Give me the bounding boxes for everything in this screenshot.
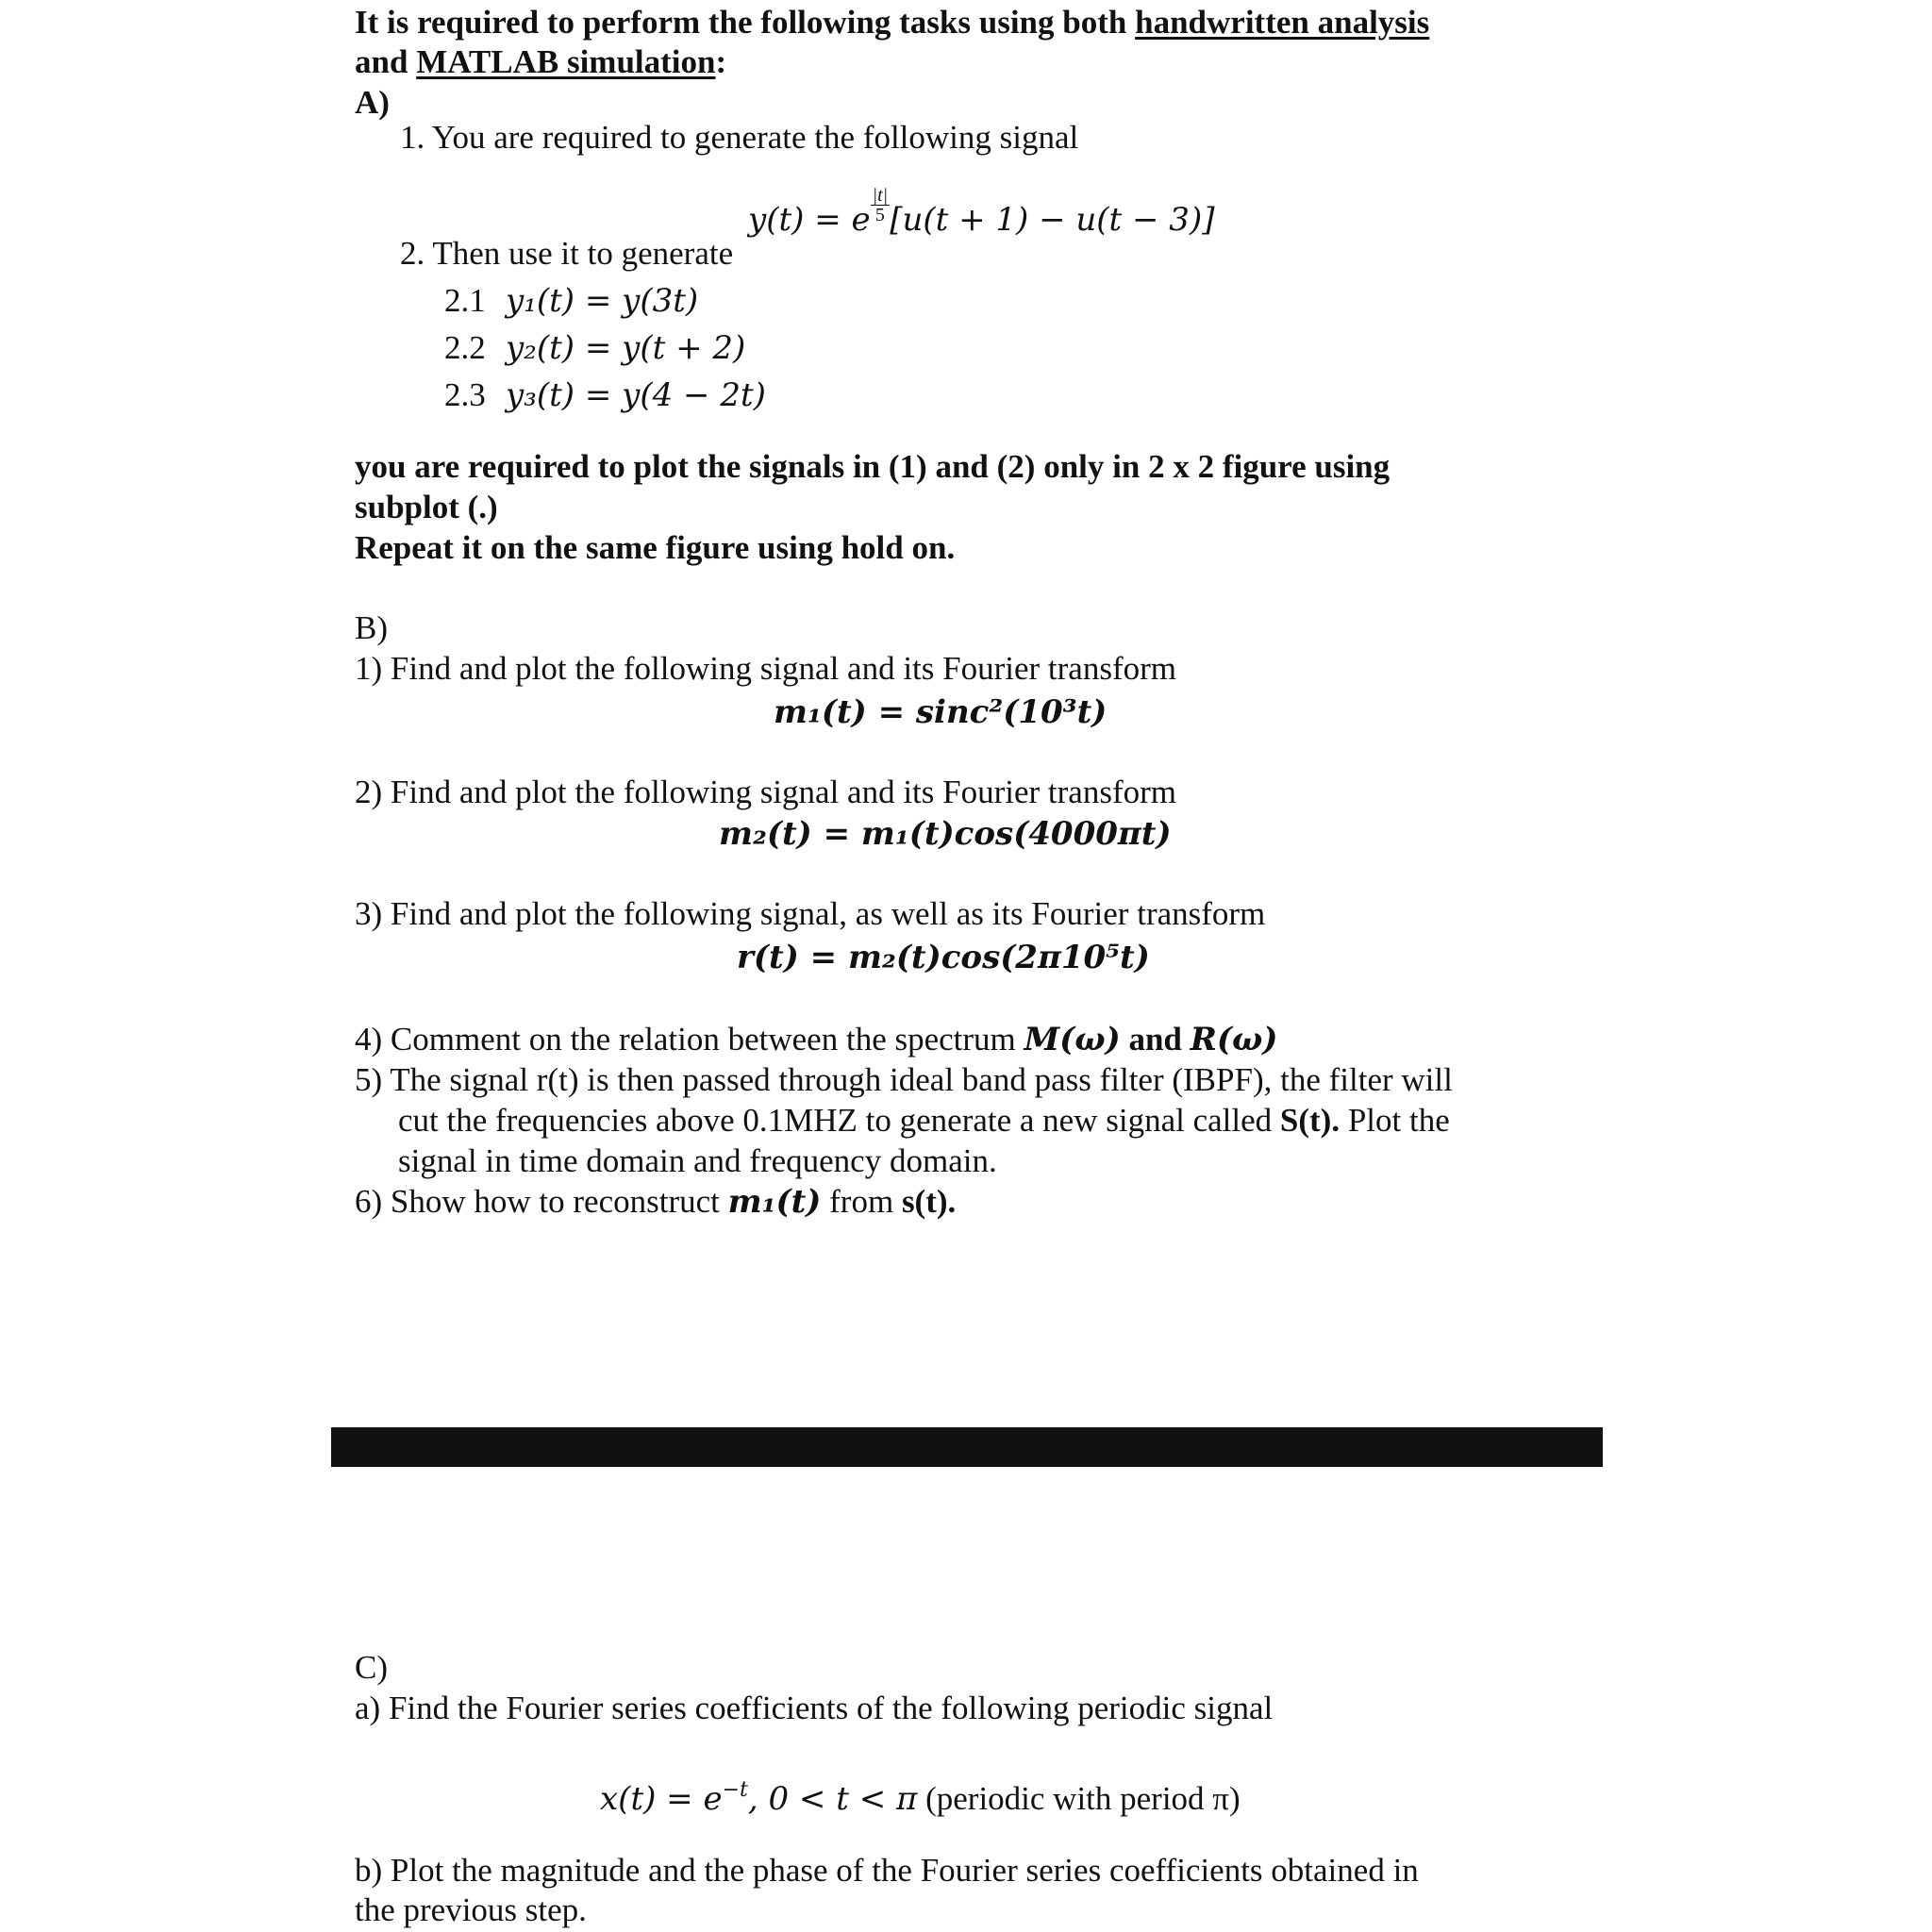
redaction-bar (331, 1427, 1603, 1467)
exponent-numerator: |t| (872, 185, 889, 206)
part-c-question-b-line-2: the previous step. (355, 1891, 587, 1928)
subitem-number: 2.1 (444, 282, 486, 319)
part-c-label: C) (355, 1649, 388, 1686)
part-b-question-6 (355, 1182, 956, 1222)
equation-y-lhs: y(t) = e (748, 201, 871, 239)
question-4-and: and (1120, 1021, 1191, 1058)
equation-x-note: (periodic with period π) (917, 1780, 1241, 1817)
subitem-2-1-equation: y₁(t) = y(3t) (506, 282, 699, 320)
part-c-question-a: a) Find the Fourier series coefficients of the following periodic signal (355, 1690, 1274, 1726)
header-line-1 (355, 3, 1429, 42)
question-4-text: 4) Comment on the relation between the spectrum (355, 1021, 1024, 1058)
matlab-simulation-underlined: MATLAB simulation (416, 43, 716, 80)
subitem-2-2 (444, 328, 486, 368)
equation-x (600, 1771, 1241, 1819)
header-colon: : (715, 43, 727, 80)
spectrum-m: M(ω) (1024, 1021, 1121, 1058)
equation-m2: m₂(t) = m₁(t)cos(4000πt) (719, 815, 1172, 853)
part-b-question-5-line-2 (398, 1101, 1450, 1141)
subitem-2-3-equation: y₃(t) = y(4 − 2t) (506, 376, 766, 414)
equation-y-exponent (871, 186, 891, 225)
header-text-and: and (355, 43, 417, 80)
equation-y-rhs: [u(t + 1) − u(t − 3)] (890, 201, 1215, 239)
part-c-question-b-line-1: b) Plot the magnitude and the phase of the Fourier series coefficients obtained in (355, 1852, 1419, 1889)
part-b-label: B) (355, 609, 388, 646)
subitem-2-3 (444, 375, 486, 415)
equation-y (748, 186, 1214, 240)
subitem-2-2-equation: y₂(t) = y(t + 2) (506, 329, 746, 367)
part-b-question-5-line-3: signal in time domain and frequency domain. (398, 1142, 997, 1179)
subitem-number: 2.3 (444, 376, 486, 413)
question-6-text: 6) Show how to reconstruct (355, 1183, 728, 1220)
question-6-from: from (821, 1183, 902, 1220)
part-a-item-2: 2. Then use it to generate (400, 235, 734, 272)
handwritten-analysis-underlined: handwritten analysis (1135, 4, 1430, 41)
header-text: It is required to perform the following tasks using both (355, 4, 1136, 41)
question-5-text: cut the frequencies above 0.1MHZ to generate a new signal called (398, 1102, 1280, 1139)
subitem-number: 2.2 (444, 329, 486, 366)
header-line-2 (355, 42, 726, 82)
instruction-line-3: Repeat it on the same figure using hold on. (355, 529, 956, 566)
part-b-question-5-line-1: 5) The signal r(t) is then passed through ideal band pass filter (IBPF), the filter will (355, 1061, 1453, 1098)
equation-x-domain: , 0 < t < π (747, 1780, 918, 1818)
equation-x-exponent: −t (722, 1778, 748, 1802)
part-b-question-2: 2) Find and plot the following signal and its Fourier transform (355, 774, 1177, 810)
equation-x-lhs: x(t) = e (600, 1780, 723, 1818)
signal-s-bold: S(t). (1279, 1102, 1341, 1139)
equation-m1: m₁(t) = sinc²(10³t) (774, 693, 1108, 731)
signal-s: s(t). (901, 1183, 957, 1220)
spectrum-r: R(ω) (1190, 1021, 1278, 1058)
part-b-question-4 (355, 1020, 1277, 1059)
part-b-question-1: 1) Find and plot the following signal and its Fourier transform (355, 650, 1177, 687)
instruction-line-2: subplot (.) (355, 489, 498, 525)
subitem-2-1 (444, 281, 486, 321)
part-b-question-3: 3) Find and plot the following signal, as well as its Fourier transform (355, 895, 1266, 932)
question-5-suffix: Plot the (1340, 1102, 1450, 1139)
part-a-item-1: 1. You are required to generate the following signal (400, 119, 1079, 156)
exponent-denominator: 5 (874, 205, 885, 225)
part-a-label: A) (355, 84, 390, 121)
instruction-line-1: you are required to plot the signals in (1) and (2) only in 2 x 2 figure using (355, 448, 1391, 485)
equation-r: r(t) = m₂(t)cos(2π10⁵t) (737, 939, 1150, 976)
signal-m1: m₁(t) (727, 1183, 822, 1221)
